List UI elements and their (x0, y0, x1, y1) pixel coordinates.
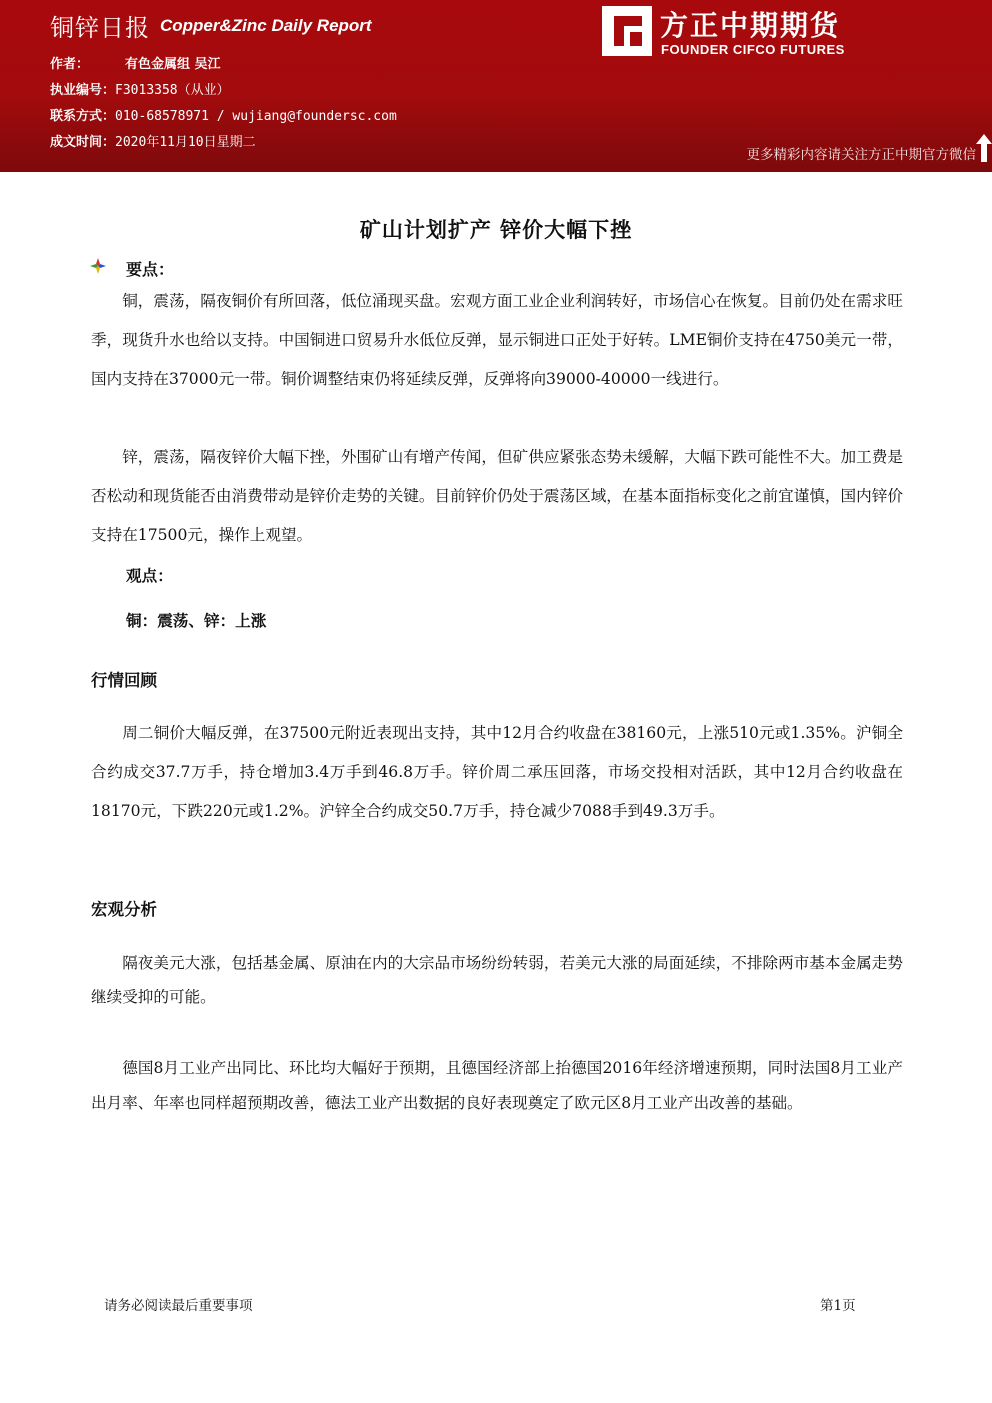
author-row (50, 52, 397, 78)
license-row (50, 78, 397, 104)
up-arrow-icon (976, 134, 992, 162)
report-meta (50, 52, 397, 156)
contact-label: 联系方式： (50, 109, 116, 124)
colored-diamond-bullet-icon (90, 258, 106, 274)
license-value: F3013358（从业） (115, 83, 230, 98)
company-logo-mark-icon (602, 6, 652, 56)
report-headline: 矿山计划扩产 锌价大幅下挫 (359, 218, 633, 242)
author-value: 有色金属组 吴江 (125, 57, 221, 72)
company-logo (602, 6, 882, 60)
zinc-paragraph: 锌，震荡，隔夜锌价大幅下挫，外围矿山有增产传闻，但矿供应紧张态势未缓解，大幅下跌可能性不大。加工费是否松动和现货能否由消费带动是锌价走势的关键。目前锌价仍处于震荡区域，在基本面指标变化之前宜谨慎，国内锌价支持在17500元，操作上观望。 (91, 448, 903, 544)
view-label: 观点： (126, 567, 173, 585)
report-title-cn: 铜锌日报 (50, 14, 150, 42)
footer-page-number: 第1页 (820, 1298, 856, 1314)
key-points-heading: 要点： (126, 260, 175, 279)
date-row (50, 130, 397, 156)
report-title-block (50, 8, 372, 43)
macro-paragraph-2: 德国8月工业产出同比、环比均大幅好于预期，且德国经济部上抬德国2016年经济增速预期，同时法国8月工业产出月率、年率也同样超预期改善，德法工业产出数据的良好表现奠定了欧元区8月工业产出改善的基础。 (91, 1059, 903, 1112)
date-label: 成文时间： (50, 135, 116, 150)
contact-row (50, 104, 397, 130)
macro-paragraph-1: 隔夜美元大涨，包括基金属、原油在内的大宗品市场纷纷转弱，若美元大涨的局面延续，不排除两市基本金属走势继续受抑的可能。 (91, 954, 903, 1006)
report-title-en: Copper&Zinc Daily Report (160, 15, 372, 35)
company-name-en: FOUNDER CIFCO FUTURES (661, 42, 845, 57)
report-header-banner (0, 0, 992, 172)
macro-analysis-heading: 宏观分析 (91, 900, 157, 919)
company-name-cn: 方正中期期货 (660, 9, 841, 42)
license-label: 执业编号： (50, 83, 116, 98)
copper-paragraph: 铜，震荡，隔夜铜价有所回落，低位涌现买盘。宏观方面工业企业利润转好，市场信心在恢复。目前仍处在需求旺季，现货升水也给以支持。中国铜进口贸易升水低位反弹，显示铜进口正处于好转。LME铜价支持在4750美元一带，国内支持在37000元一带。铜价调整结束仍将延续反弹，反弹将向39000-40000一线进行。 (91, 292, 903, 388)
wechat-follow-text: 更多精彩内容请关注方正中期官方微信 (746, 147, 976, 163)
contact-value: 010-68578971 / wujiang@foundersc.com (115, 109, 397, 124)
author-label: 作者： (50, 57, 90, 72)
view-value: 铜：震荡、锌：上涨 (126, 612, 267, 630)
market-review-paragraph: 周二铜价大幅反弹，在37500元附近表现出支持，其中12月合约收盘在38160元，上涨510元或1.35%。沪铜全合约成交37.7万手，持仓增加3.4万手到46.8万手。锌价周二承压回落，市场交投相对活跃，其中12月合约收盘在18170元，下跌220元或1.2%。沪锌全合约成交50.7万手，持仓减少7088手到49.3万手。 (91, 724, 903, 820)
footer-disclaimer: 请务必阅读最后重要事项 (104, 1298, 253, 1314)
date-value: 2020年11月10日星期二 (115, 135, 256, 150)
market-review-heading: 行情回顾 (91, 671, 157, 690)
